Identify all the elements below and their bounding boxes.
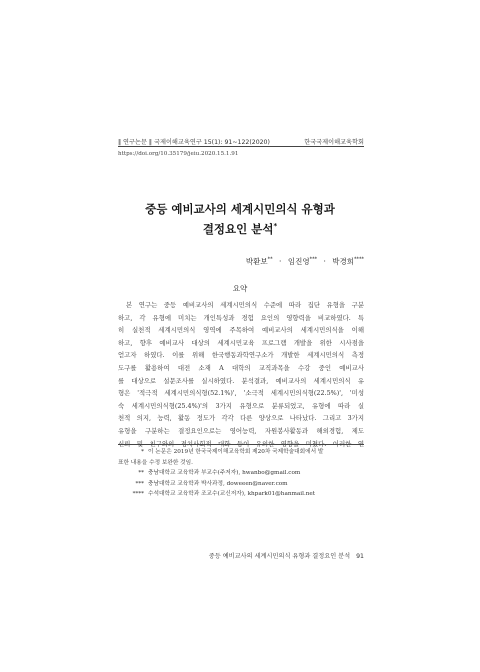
- footnote-mark: **: [138, 470, 144, 477]
- abstract-line: 숙 세계시민의식형(25.4%)'의 3가지 유형으로 분류되었고, 유형에 따라 실: [118, 401, 364, 410]
- paper-title-line-1: 중등 예비교사의 세계시민의식 유형과: [145, 202, 335, 216]
- abstract-body: [118, 299, 364, 450]
- author-name: 박환보: [245, 257, 268, 266]
- footnote-mark: ****: [132, 491, 144, 498]
- author-separator: ·: [323, 257, 326, 266]
- abstract-line: 도구를 활용하여 대전 소재 A 대학의 교직과목을 수강 중인 예비교사: [118, 363, 364, 372]
- paper-title-line-2: [0, 221, 480, 237]
- page-number: 91: [356, 553, 364, 560]
- footnote-rule: [118, 444, 364, 445]
- doi-link[interactable]: https://doi.org/10.35179/jeiu.2020.15.1.91: [118, 151, 239, 157]
- abstract-line: 하고, 각 유형에 미치는 개인특성과 경험 요인의 영향력을 비교하였다. 특: [118, 313, 364, 322]
- paper-title-text: 결정요인 분석: [202, 222, 274, 236]
- footnote-item: [118, 489, 364, 500]
- author-mark: ****: [354, 256, 364, 263]
- abstract-line: 히 실천적 세계시민의식 영역에 주목하여 예비교사의 세계시민의식을 이해: [118, 326, 364, 335]
- abstract-line: 천적 의지, 능력, 활동 정도가 각각 다른 양상으로 나타났다. 그리고 3가지: [118, 414, 364, 423]
- author-separator: ·: [279, 257, 282, 266]
- footnote-text: 충남대학교 교육학과 부교수(주저자), hwanbo@gmail.com: [148, 470, 301, 477]
- abstract-line: 본 연구는 중등 예비교사의 세계시민의식 수준에 따라 집단 유형을 구분: [126, 301, 364, 309]
- journal-section-label: ‖ 연구논문 ‖ 국제이해교육연구 15(1): 91~122(2020): [118, 139, 270, 146]
- author-mark: ***: [309, 256, 318, 263]
- author-mark: **: [267, 256, 273, 263]
- footnote-item: [118, 447, 364, 458]
- title-footnote-mark: *: [273, 222, 278, 231]
- journal-header: [118, 137, 364, 146]
- footnote-mark: ***: [135, 480, 144, 487]
- abstract-line: 얻고자 하였다. 이를 위해 한국행동과학연구소가 개발한 세계시민의식 측정: [118, 351, 364, 360]
- society-name: 한국국제이해교육학회: [304, 139, 364, 146]
- author-name: 임진영: [287, 257, 310, 266]
- running-footer: [209, 551, 364, 560]
- footnote-mark: *: [141, 449, 144, 455]
- footnote-text: 이 논문은 2019년 한국국제이해교육학회 제20차 국제학술대회에서 발: [148, 449, 324, 455]
- footnote-item: [118, 468, 364, 479]
- footnote-continuation: 표한 내용을 수정 보완한 것임.: [118, 459, 193, 466]
- running-footer-title: 중등 예비교사의 세계시민의식 유형과 결정요인 분석: [208, 553, 351, 560]
- footnotes: [118, 447, 364, 500]
- abstract-line: 하고, 향후 예비교사 대상의 세계시민교육 프로그램 개발을 위한 시사점을: [118, 338, 364, 347]
- author-list: [246, 256, 364, 267]
- abstract-heading: 요약: [232, 284, 248, 293]
- abstract-line: 유형을 구분하는 결정요인으로는 영어능력, 자원봉사활동과 해외경험, 제도: [118, 426, 364, 435]
- abstract-line: 형은 '적극적 세계시민의식형(52.1%)', '소극적 세계시민의식형(22.5%)', '미성: [118, 389, 364, 398]
- author-name: 박경희: [332, 257, 354, 266]
- footnote-text: 수석대학교 교육학과 조교수(교신저자), khpark01@hanmail.net: [148, 491, 316, 498]
- abstract-line: 를 대상으로 설문조사를 실시하였다. 분석결과, 예비교사의 세계시민의식 유: [118, 376, 364, 385]
- footnote-text: 충남대학교 교육학과 박사과정, doweeen@naver.com: [148, 480, 288, 487]
- header-rule: [118, 146, 364, 147]
- abstract-line: 신뢰 및 친구와의 정치사회적 대화 등이 유의한 영향을 미쳤다. 이러한 연: [118, 439, 364, 448]
- footnote-item: [118, 479, 364, 490]
